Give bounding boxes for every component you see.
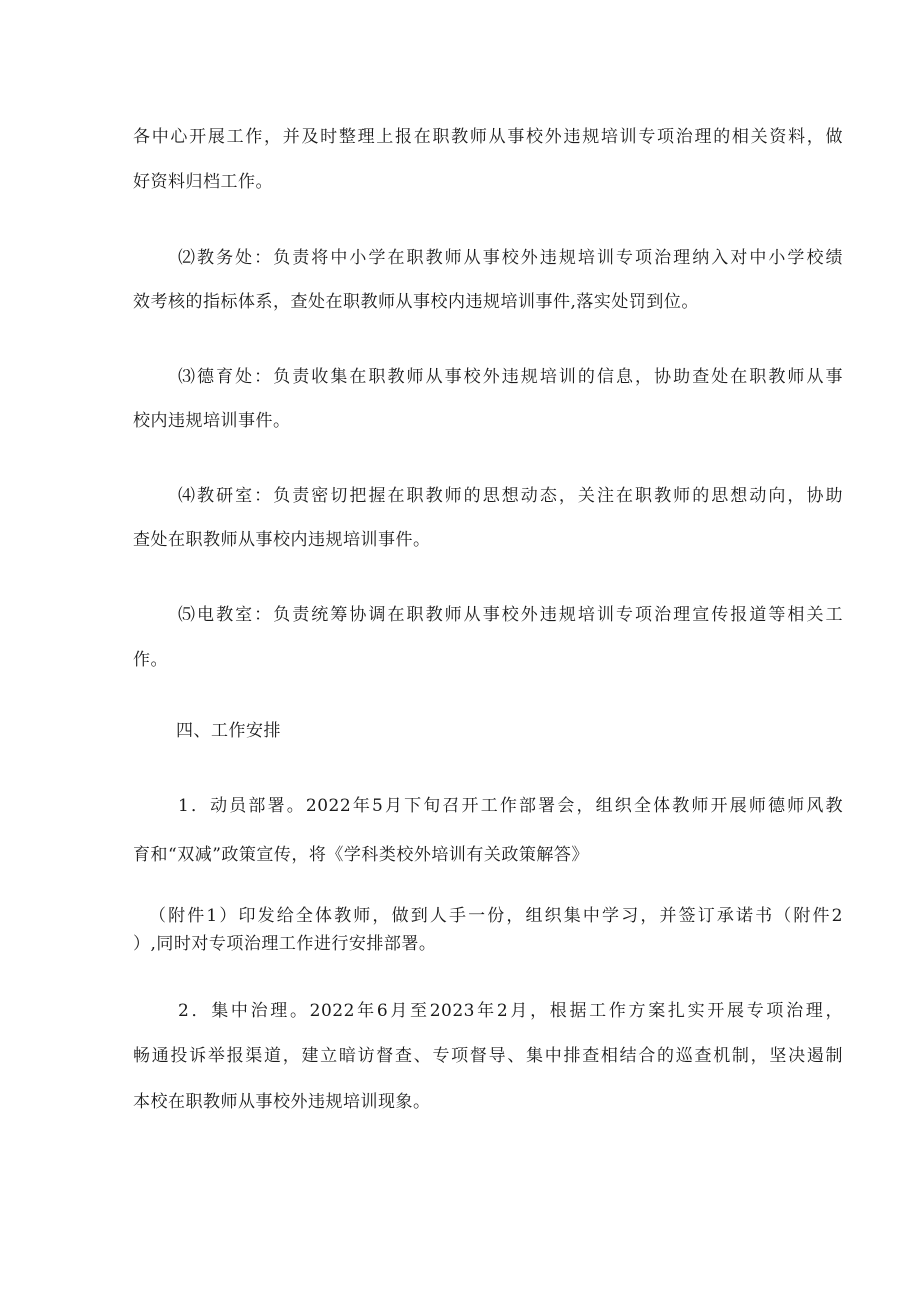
paragraph-4-line-1: ⑷教研室：负责密切把握在职教师的思想动态，关注在职教师的思想动向，协助 xyxy=(178,486,843,506)
paragraph-4-line-2: 查处在职教师从事校内违规培训事件。 xyxy=(133,530,431,550)
paragraph-1-line-2: 好资料归档工作。 xyxy=(133,172,273,192)
paragraph-8-line-1: 2．集中治理。2022年6月至2023年2月，根据工作方案扎实开展专项治理， xyxy=(178,1001,843,1021)
paragraph-2-line-1: ⑵教务处：负责将中小学在职教师从事校外违规培训专项治理纳入对中小学校绩 xyxy=(178,248,843,268)
paragraph-7-line-1: （附件1）印发给全体教师，做到人手一份，组织集中学习，并签订承诺书（附件2 xyxy=(149,906,843,926)
paragraph-8-line-3: 本校在职教师从事校外违规培训现象。 xyxy=(133,1092,431,1112)
paragraph-6-line-1: 1．动员部署。2022年5月下旬召开工作部署会，组织全体教师开展师德师风教 xyxy=(178,796,843,816)
paragraph-5-line-2: 作。 xyxy=(133,650,168,670)
paragraph-3-line-1: ⑶德育处：负责收集在职教师从事校外违规培训的信息，协助查处在职教师从事 xyxy=(178,367,843,387)
section-heading: 四、工作安排 xyxy=(176,721,281,741)
paragraph-1-line-1: 各中心开展工作，并及时整理上报在职教师从事校外违规培训专项治理的相关资料，做 xyxy=(133,127,843,147)
paragraph-8-line-2: 畅通投诉举报渠道，建立暗访督查、专项督导、集中排查相结合的巡查机制，坚决遏制 xyxy=(133,1046,843,1066)
paragraph-6-line-2: 育和“双减”政策宣传，将《学科类校外培训有关政策解答》 xyxy=(133,845,589,865)
paragraph-5-line-1: ⑸电教室：负责统筹协调在职教师从事校外违规培训专项治理宣传报道等相关工 xyxy=(178,605,843,625)
paragraph-7-line-2: ）,同时对专项治理工作进行安排部署。 xyxy=(133,934,437,954)
paragraph-2-line-2: 效考核的指标体系，查处在职教师从事校内违规培训事件,落实处罚到位。 xyxy=(133,292,699,312)
paragraph-3-line-2: 校内违规培训事件。 xyxy=(133,411,291,431)
